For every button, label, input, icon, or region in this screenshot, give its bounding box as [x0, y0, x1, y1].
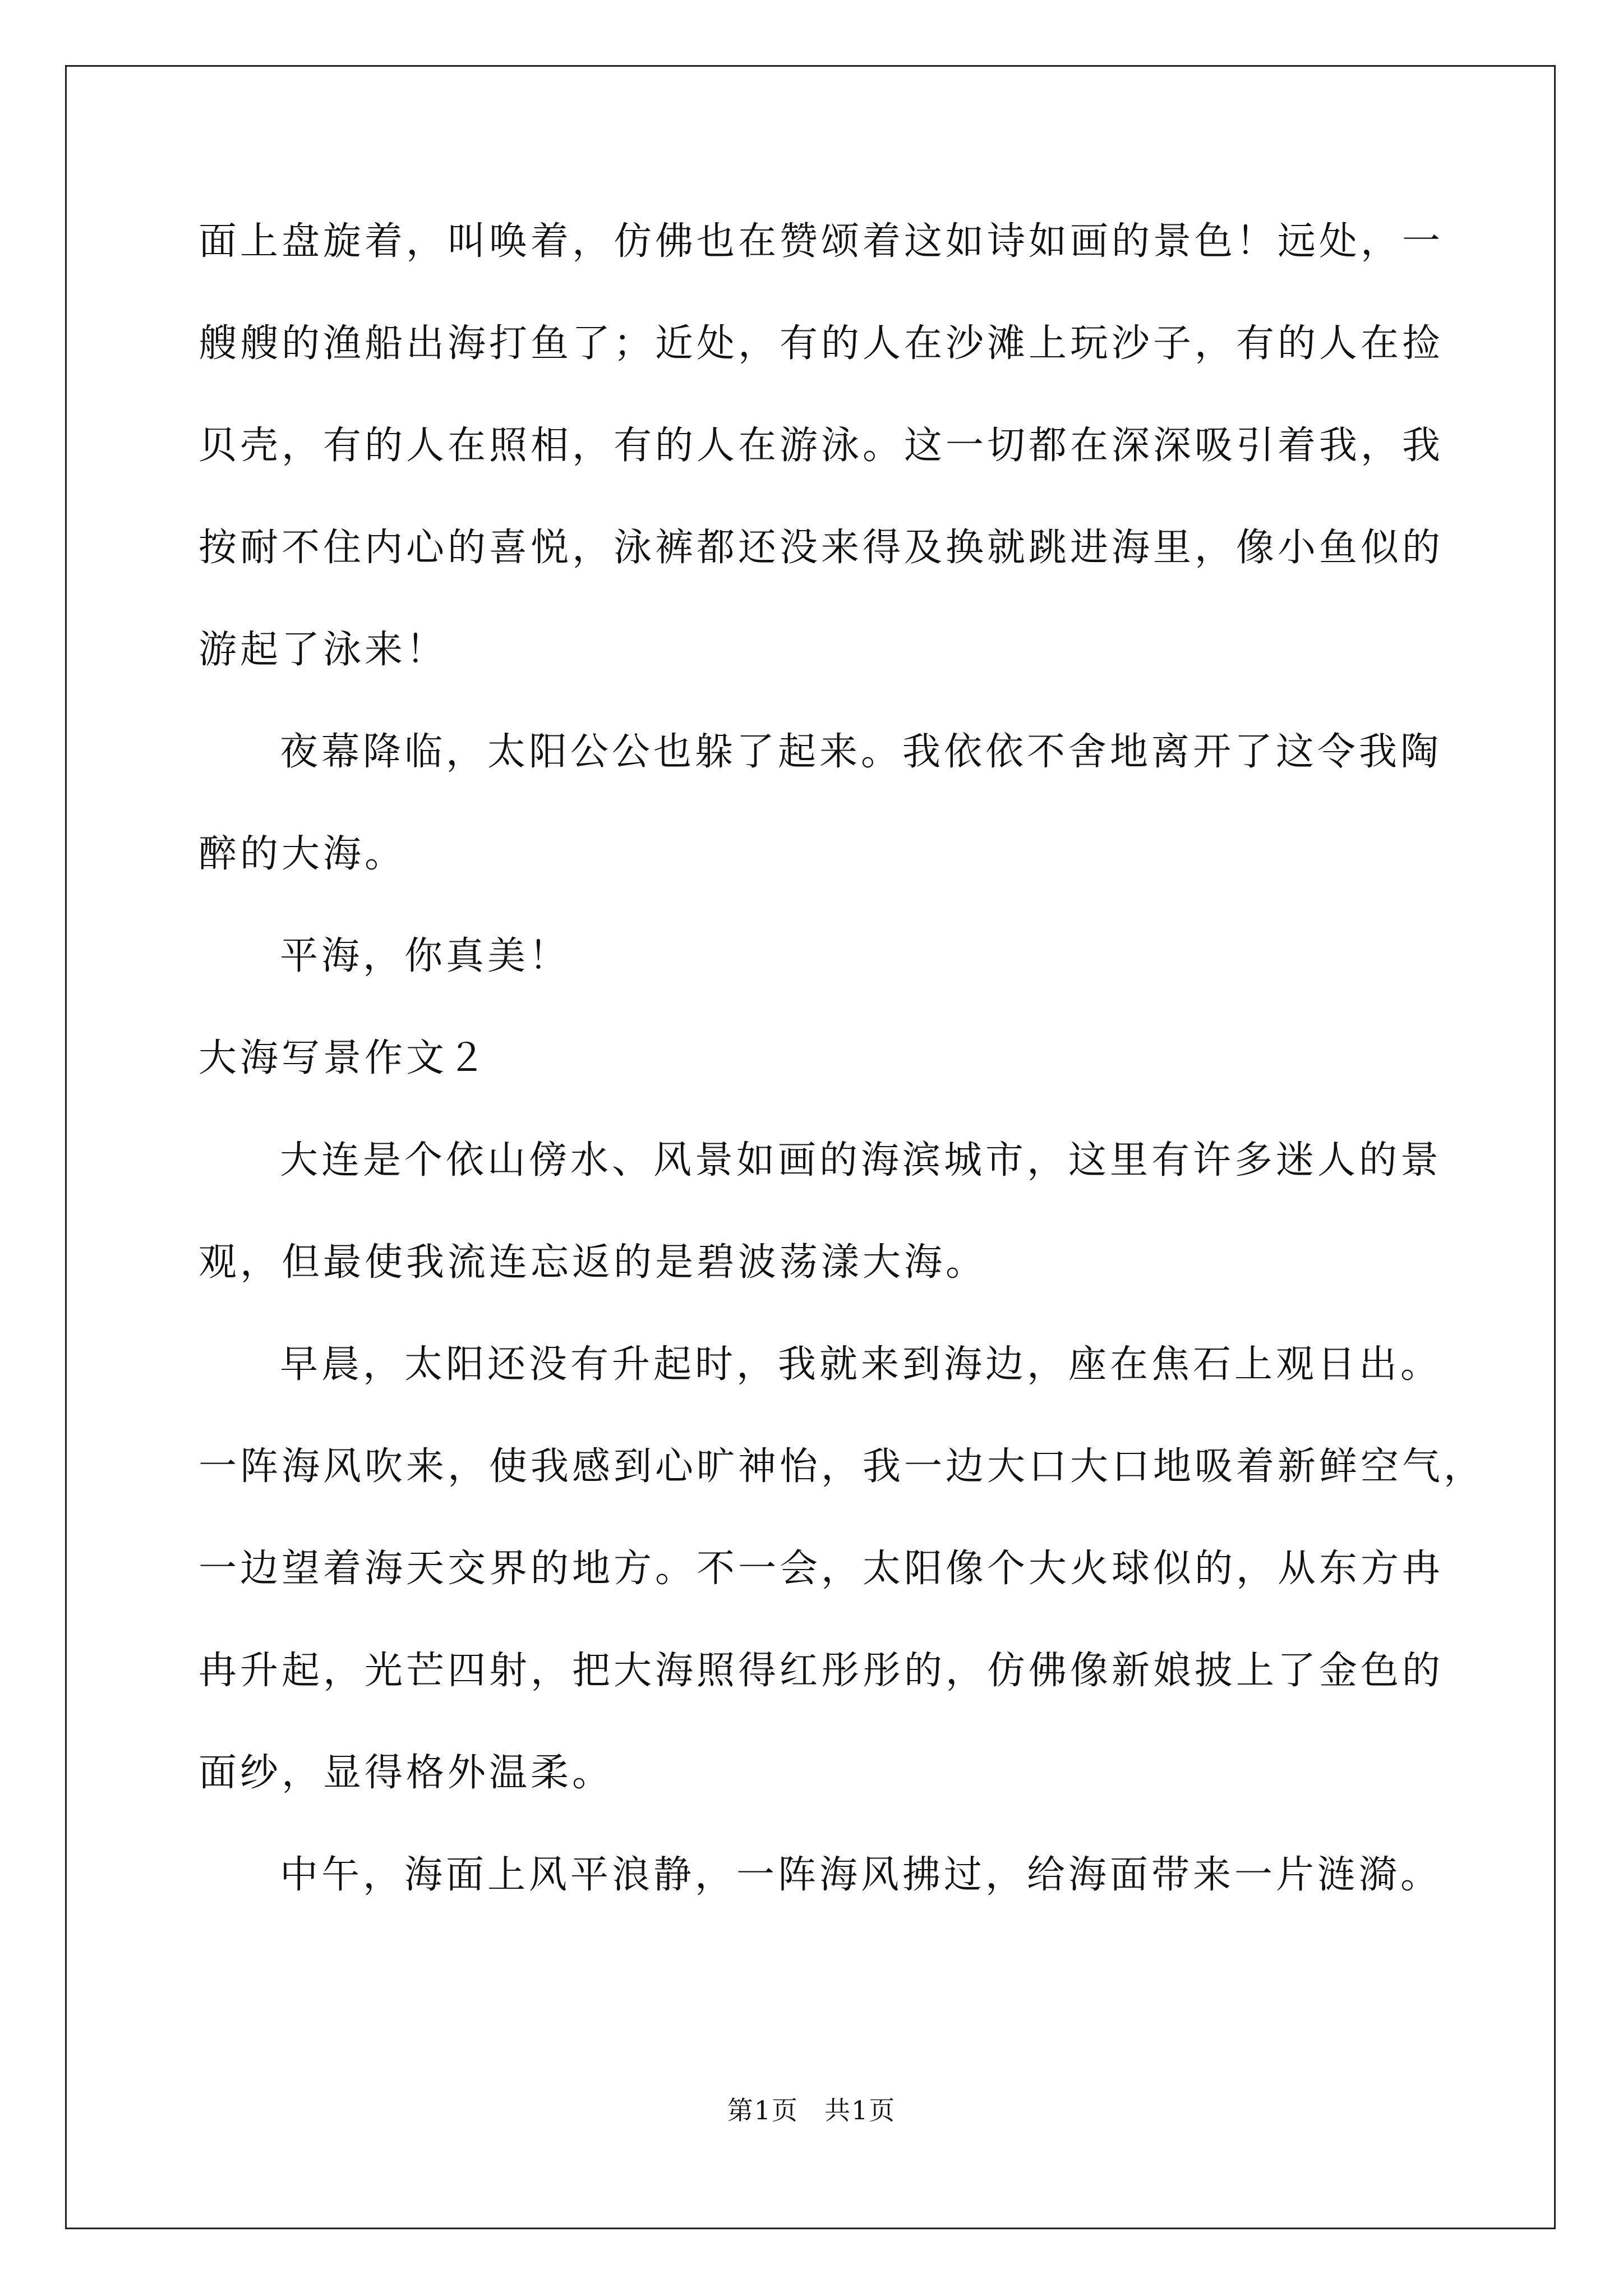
- page-number-current: 第1页: [727, 2095, 799, 2125]
- text-line: 贝壳，有的人在照相，有的人在游泳。这一切都在深深吸引着我，我: [199, 424, 1444, 468]
- text-line: 面纱，显得格外温柔。: [199, 1751, 614, 1795]
- text-line: 艘艘的渔船出海打鱼了；近处，有的人在沙滩上玩沙子，有的人在捡: [199, 321, 1444, 366]
- text-line: 面上盘旋着，叫唤着，仿佛也在赞颂着这如诗如画的景色！远处，一: [199, 219, 1444, 264]
- text-line: 按耐不住内心的喜悦，泳裤都还没来得及换就跳进海里，像小鱼似的: [199, 526, 1444, 570]
- page-footer: [0, 2093, 1623, 2127]
- document-body: [199, 191, 1486, 1926]
- text-line: 一边望着海天交界的地方。不一会，太阳像个大火球似的，从东方冉: [199, 1547, 1444, 1591]
- paragraph-first-line: 夜幕降临，太阳公公也躲了起来。我依依不舍地离开了这令我陶: [280, 730, 1442, 774]
- text-line: 游起了泳来！: [199, 628, 448, 672]
- text-line: 观，但最使我流连忘返的是碧波荡漾大海。: [199, 1240, 988, 1285]
- text-line: 醉的大海。: [199, 832, 407, 876]
- paragraph-first-line: 平海，你真美！: [280, 934, 571, 978]
- text-line: 冉升起，光芒四射，把大海照得红彤彤的，仿佛像新娘披上了金色的: [199, 1649, 1444, 1693]
- page-number-total: 共1页: [824, 2095, 896, 2125]
- text-line: 一阵海风吹来，使我感到心旷神怡，我一边大口大口地吸着新鲜空气，: [199, 1444, 1486, 1489]
- paragraph-first-line: 大连是个依山傍水、风景如画的海滨城市，这里有许多迷人的景: [280, 1138, 1442, 1182]
- section-heading: 大海写景作文２: [199, 1036, 490, 1080]
- paragraph-first-line: 早晨，太阳还没有升起时，我就来到海边，座在焦石上观日出。: [280, 1342, 1442, 1387]
- paragraph-first-line: 中午，海面上风平浪静，一阵海风拂过，给海面带来一片涟漪。: [280, 1853, 1442, 1897]
